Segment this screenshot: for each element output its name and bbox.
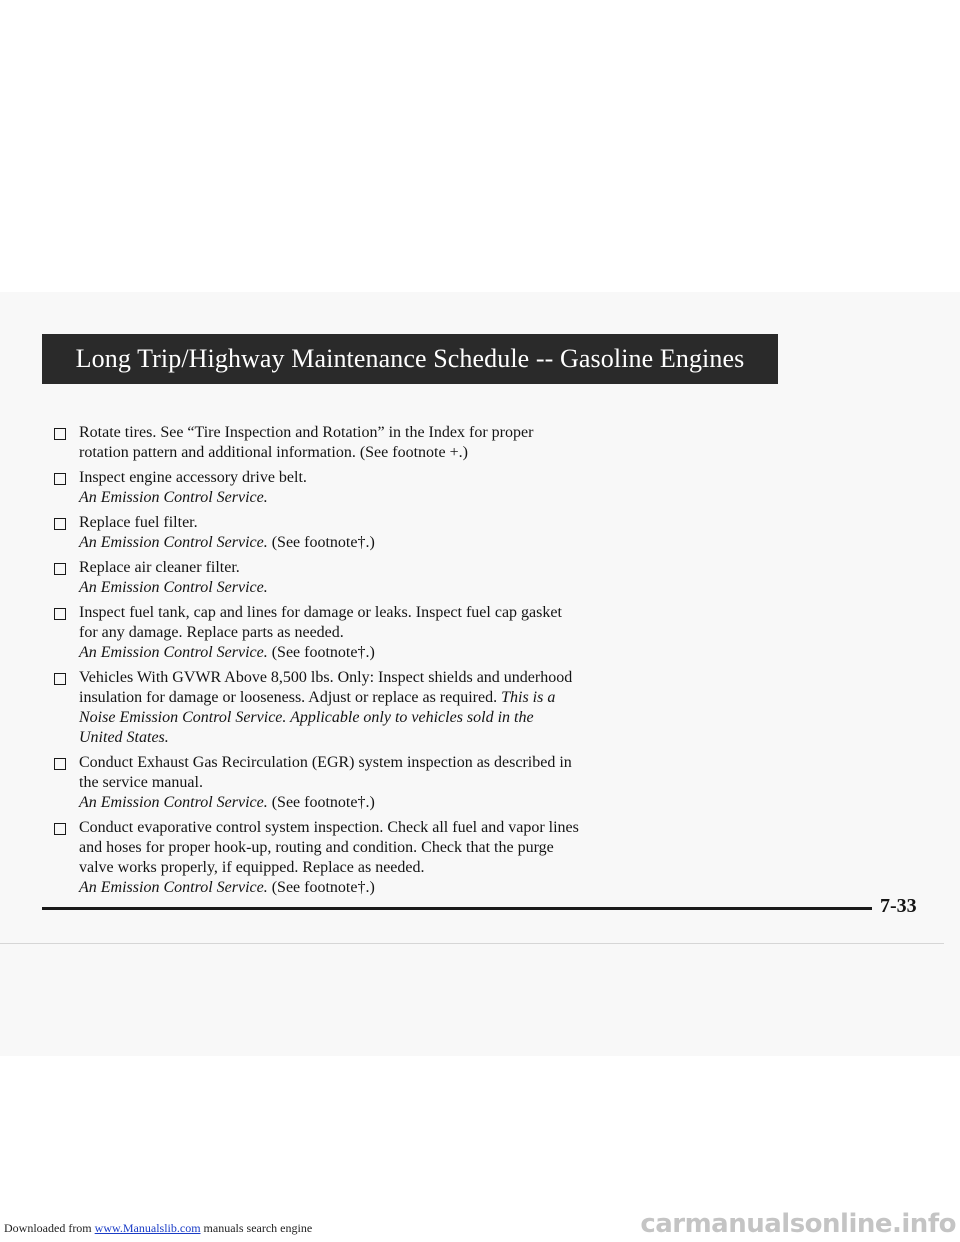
page-number: 7-33	[880, 895, 917, 917]
checkbox-icon[interactable]	[54, 608, 66, 620]
item-text: Replace fuel filter.	[79, 514, 198, 531]
checkbox-icon[interactable]	[54, 563, 66, 575]
item-text: Rotate tires. See “Tire Inspection and Rotation” in the Index for proper	[79, 424, 534, 441]
emission-service-label: An Emission Control Service.	[79, 579, 268, 596]
noise-service-label: Noise Emission Control Service. Applicable only to vehicles sold in the	[79, 709, 534, 726]
item-service-note	[79, 533, 672, 553]
download-footer	[4, 1221, 312, 1236]
item-text-mixed	[79, 688, 672, 708]
noise-service-label: This is a	[501, 689, 556, 706]
checklist-item-shields	[52, 668, 672, 748]
checkbox-icon[interactable]	[54, 518, 66, 530]
footer-suffix: manuals search engine	[200, 1221, 313, 1235]
item-service-note	[79, 878, 672, 898]
checkbox-icon[interactable]	[54, 473, 66, 485]
item-text: Inspect fuel tank, cap and lines for damage or leaks. Inspect fuel cap gasket	[79, 604, 562, 621]
item-service-note	[79, 643, 672, 663]
checklist-item-fuel-filter	[52, 513, 672, 553]
item-text: and hoses for proper hook-up, routing and condition. Check that the purge	[79, 839, 554, 856]
scan-edge-line	[0, 943, 944, 944]
manualslib-link[interactable]: www.Manualslib.com	[94, 1221, 201, 1235]
item-service-note	[79, 578, 672, 598]
maintenance-checklist	[52, 423, 672, 903]
footnote-ref: (See footnote†.)	[267, 534, 375, 551]
item-text: Inspect engine accessory drive belt.	[79, 469, 307, 486]
item-service-note	[79, 793, 672, 813]
checklist-item-rotate-tires	[52, 423, 672, 463]
emission-service-label: An Emission Control Service.	[79, 644, 268, 661]
checkbox-icon[interactable]	[54, 823, 66, 835]
item-text: Replace air cleaner filter.	[79, 559, 240, 576]
section-title-banner	[42, 334, 778, 384]
checklist-item-drive-belt	[52, 468, 672, 508]
checklist-item-fuel-tank	[52, 603, 672, 663]
site-watermark: carmanualsonline.info	[640, 1209, 956, 1239]
item-text: the service manual.	[79, 774, 203, 791]
emission-service-label: An Emission Control Service.	[79, 879, 268, 896]
item-text: Conduct evaporative control system inspection. Check all fuel and vapor lines	[79, 819, 579, 836]
item-text: Vehicles With GVWR Above 8,500 lbs. Only: Inspect shields and underhood	[79, 669, 573, 686]
section-title: Long Trip/Highway Maintenance Schedule -- Gasoline Engines	[75, 344, 745, 373]
checklist-item-egr	[52, 753, 672, 813]
checklist-item-air-cleaner	[52, 558, 672, 598]
item-text: rotation pattern and additional information. (See footnote +.)	[79, 444, 468, 461]
emission-service-label: An Emission Control Service.	[79, 794, 268, 811]
checkbox-icon[interactable]	[54, 673, 66, 685]
footnote-ref: (See footnote†.)	[267, 879, 375, 896]
footnote-ref: (See footnote†.)	[267, 794, 375, 811]
page-rule	[42, 907, 872, 910]
emission-service-label: An Emission Control Service.	[79, 534, 268, 551]
item-text: insulation for damage or looseness. Adjust or replace as required.	[79, 689, 502, 706]
item-text: for any damage. Replace parts as needed.	[79, 624, 344, 641]
checklist-item-evaporative	[52, 818, 672, 898]
footer-prefix: Downloaded from	[4, 1221, 95, 1235]
checkbox-icon[interactable]	[54, 758, 66, 770]
item-text: valve works properly, if equipped. Replace as needed.	[79, 859, 425, 876]
noise-service-label: United States.	[79, 729, 169, 746]
item-service-note	[79, 488, 672, 508]
item-text: Conduct Exhaust Gas Recirculation (EGR) system inspection as described in	[79, 754, 572, 771]
checkbox-icon[interactable]	[54, 428, 66, 440]
emission-service-label: An Emission Control Service.	[79, 489, 268, 506]
footnote-ref: (See footnote†.)	[267, 644, 375, 661]
